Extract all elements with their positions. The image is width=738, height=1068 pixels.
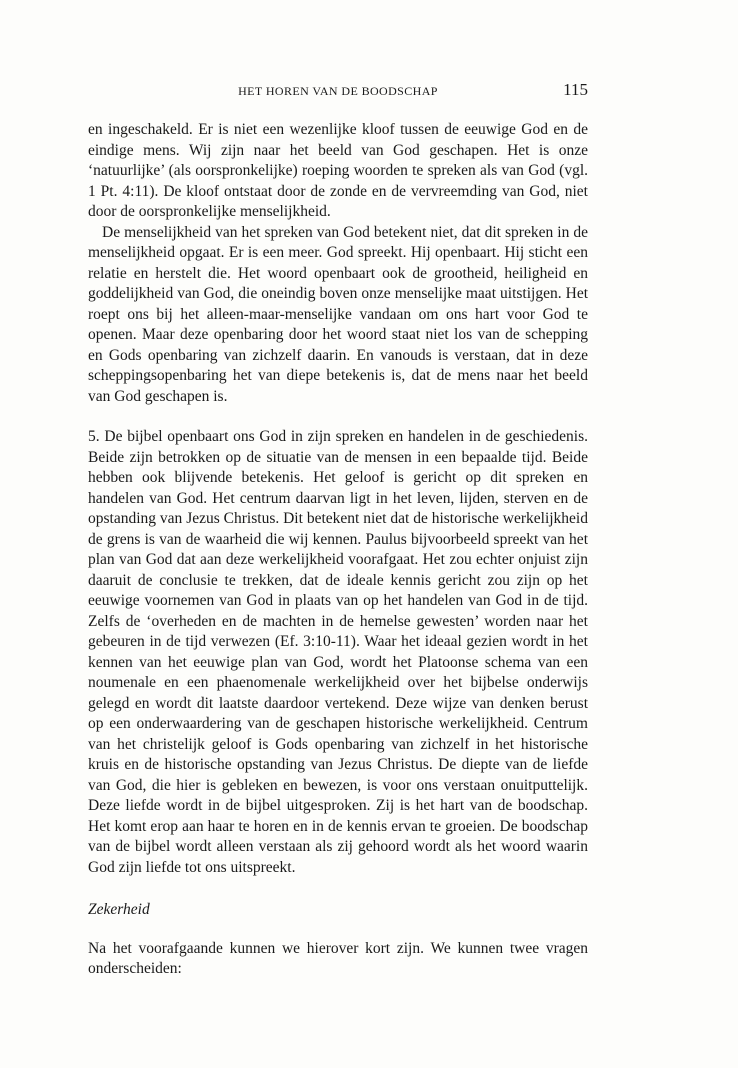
paragraph-humanity: De menselijkheid van het spreken van God betekent niet, dat dit spreken in de menselijkheid opgaat. Er is een meer. God spreekt. Hij openbaart. Hij sticht een relatie en herstelt die. Het woord openbaart ook de grootheid, heiligheid en goddelijkheid van God, die oneindig boven onze menselijke maat uitstijgen. Het roept ons bij het alleen-maar-menselijke vandaan om ons hart voor God te openen. Maar deze openbaring door het woord staat niet los van de schepping en Gods openbaring van zichzelf daarin. En vanouds is verstaan, dat in deze scheppingsopenbaring het van diepe betekenis is, dat de mens naar het beeld van God geschapen is. — [88, 223, 588, 405]
paragraph-continuation: en ingeschakeld. Er is niet een wezenlijke kloof tussen de eeuwige God en de eindige mens. Wij zijn naar het beeld van God geschapen. Het is onze ‘natuurlijke’ (als oorspronkelijke) roeping woorden te spreken als van God (vgl. 1 Pt. 4:11). De kloof ontstaat door de zonde en de vervreemding van God, niet door de oorspronkelijke menselijkheid. — [88, 121, 588, 220]
page-number: 115 — [563, 80, 588, 99]
section-heading: Zekerheid — [88, 901, 150, 918]
body-text — [88, 120, 588, 980]
running-header — [88, 80, 588, 104]
running-title: HET HOREN VAN DE BOODSCHAP — [238, 84, 438, 98]
paragraph-closing: Na het voorafgaande kunnen we hierover kort zijn. We kunnen twee vragen onderscheiden: — [88, 939, 588, 977]
paragraph-point-5: 5. De bijbel openbaart ons God in zijn spreken en handelen in de geschiedenis. Beide zijn betrokken op de situatie van de mensen in een bepaalde tijd. Beide hebben ook blijvende betekenis. Het geloof is gericht op dit spreken en handelen van God. Het centrum daarvan ligt in het leven, lijden, sterven en de opstanding van Jezus Christus. Dit betekent niet dat de historische werkelijkheid de grens is van de waarheid die wij kennen. Paulus bijvoorbeeld spreekt van het plan van God dat aan deze werkelijkheid voorafgaat. Het zou echter onjuist zijn daaruit de conclusie te trekken, dat de ideale kennis gericht zou zijn op het eeuwige voornemen van God in plaats van op het handelen van God in de tijd. Zelfs de ‘overheden en de machten in de hemelse gewesten’ worden naar het gebeuren in de tijd verwezen (Ef. 3:10-11). Waar het ideaal gezien wordt in het kennen van het eeuwige plan van God, wordt het Platoonse schema van een noumenale en een phaenomenale werkelijkheid over het bijbelse onderwijs gelegd en wordt dit laatste daardoor vertekend. Deze wijze van denken berust op een onderwaardering van de geschapen historische werkelijkheid. Centrum van het christelijk geloof is Gods openbaring van zichzelf in het historische kruis en de historische opstanding van Jezus Christus. De diepte van de liefde van God, die hier is gebleken en bewezen, is voor ons verstaan onuitputtelijk. Deze liefde wordt in de bijbel uitgesproken. Zij is het hart van de boodschap. Het komt erop aan haar te horen en in de kennis ervan te groeien. De boodschap van de bijbel wordt alleen verstaan als zij gehoord wordt als het woord waarin God zijn liefde tot ons uitspreekt. — [88, 428, 588, 876]
